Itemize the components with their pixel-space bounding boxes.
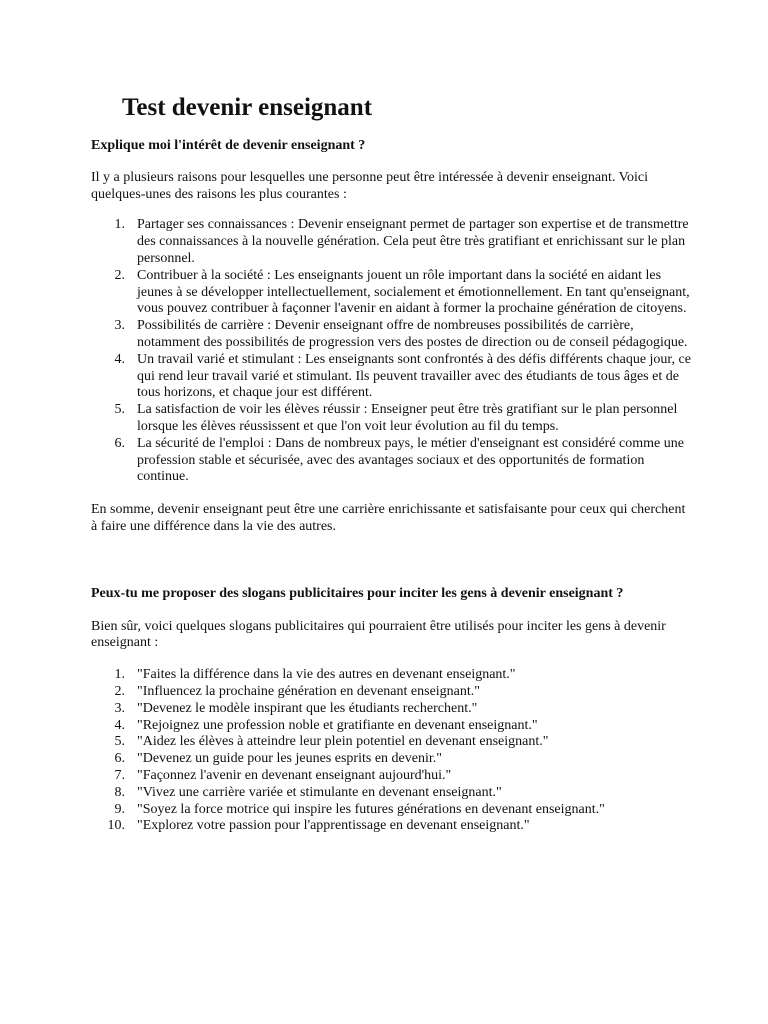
list-item-text: La sécurité de l'emploi : Dans de nombreux pays, le métier d'enseignant est considéré comme une profession stable et sécurisée, avec des avantages sociaux et des opportunités de formation continue. bbox=[137, 435, 684, 485]
list-number: 6. bbox=[114, 751, 125, 767]
list-number: 7. bbox=[114, 767, 125, 783]
list-item bbox=[91, 352, 691, 402]
answer-1-intro: Il y a plusieurs raisons pour lesquelles une personne peut être intéressée à devenir enseignant. Voici quelques-unes des raisons les plus courantes : bbox=[91, 169, 648, 202]
list-number: 2. bbox=[114, 267, 125, 283]
list-item-text: "Devenez le modèle inspirant que les étudiants recherchent." bbox=[137, 700, 478, 716]
list-item bbox=[91, 217, 691, 267]
list-item-text: Un travail varié et stimulant : Les enseignants sont confrontés à des défis différents chaque jour, ce qui rend leur travail varié et stimulant. Ils peuvent travailler avec des étudiants de tous âges et de tous horizons, et chaque jour est différent. bbox=[137, 351, 691, 401]
list-number: 3. bbox=[114, 700, 125, 716]
list-item bbox=[91, 436, 691, 486]
list-item bbox=[91, 268, 691, 318]
list-item-text: "Explorez votre passion pour l'apprentissage en devenant enseignant." bbox=[137, 818, 530, 834]
list-item-text: "Soyez la force motrice qui inspire les futures générations en devenant enseignant." bbox=[137, 801, 605, 817]
list-item bbox=[91, 701, 691, 718]
list-item bbox=[91, 318, 691, 352]
list-item bbox=[91, 785, 691, 802]
list-number: 4. bbox=[114, 717, 125, 733]
list-item-text: "Faites la différence dans la vie des autres en devenant enseignant." bbox=[137, 667, 516, 683]
list-number: 5. bbox=[114, 402, 125, 418]
answer-1-conclusion: En somme, devenir enseignant peut être une carrière enrichissante et satisfaisante pour ceux qui cherchent à faire une différence dans la vie des autres. bbox=[91, 502, 686, 534]
list-item-text: Partager ses connaissances : Devenir enseignant permet de partager son expertise et de transmettre des connaissances à la nouvelle génération. Cela peut être très gratifiant et enrichissant sur le plan personnel. bbox=[137, 217, 689, 266]
list-item bbox=[91, 751, 691, 768]
list-item-text: "Vivez une carrière variée et stimulante en devenant enseignant." bbox=[137, 784, 502, 800]
list-item-text: "Aidez les élèves à atteindre leur plein potentiel en devenant enseignant." bbox=[137, 734, 549, 750]
list-item bbox=[91, 684, 691, 701]
list-item bbox=[91, 802, 691, 819]
list-item-text: Possibilités de carrière : Devenir enseignant offre de nombreuses possibilités de carrière, notamment des possibilités de progression vers des postes de direction ou de conseil pédagogique. bbox=[137, 318, 688, 350]
list-number: 2. bbox=[114, 683, 125, 699]
list-number: 5. bbox=[114, 734, 125, 750]
list-item-text: "Devenez un guide pour les jeunes esprits en devenir." bbox=[137, 751, 442, 767]
list-item bbox=[91, 718, 691, 735]
list-number: 10. bbox=[107, 818, 125, 834]
list-number: 3. bbox=[114, 318, 125, 334]
list-item bbox=[91, 402, 691, 436]
document-page bbox=[91, 93, 691, 835]
list-item bbox=[91, 818, 691, 835]
list-item-text: "Influencez la prochaine génération en devenant enseignant." bbox=[137, 683, 480, 699]
reasons-list bbox=[91, 217, 691, 486]
list-item-text: Contribuer à la société : Les enseignants jouent un rôle important dans la société en aidant les jeunes à se développer intellectuellement, socialement et émotionnellement. En tant qu'enseignant, vous pouvez contribuer à façonner l'avenir en aidant à former la prochaine génération de citoyens. bbox=[137, 267, 690, 317]
answer-2-intro: Bien sûr, voici quelques slogans publicitaires qui pourraient être utilisés pour inciter les gens à devenir enseignant : bbox=[91, 618, 666, 651]
list-number: 1. bbox=[114, 217, 125, 233]
document-title: Test devenir enseignant bbox=[122, 94, 373, 121]
list-item bbox=[91, 734, 691, 751]
list-item bbox=[91, 768, 691, 785]
question-1: Explique moi l'intérêt de devenir enseignant ? bbox=[91, 138, 366, 153]
list-number: 9. bbox=[114, 801, 125, 817]
list-number: 6. bbox=[114, 435, 125, 451]
list-number: 4. bbox=[114, 351, 125, 367]
list-item bbox=[91, 667, 691, 684]
list-number: 8. bbox=[114, 784, 125, 800]
list-item-text: "Rejoignez une profession noble et gratifiante en devenant enseignant." bbox=[137, 717, 538, 733]
slogans-list bbox=[91, 667, 691, 835]
list-item-text: La satisfaction de voir les élèves réussir : Enseigner peut être très gratifiant sur le plan personnel lorsque les élèves réussissent et que l'on voit leur évolution au fil du temps. bbox=[137, 402, 678, 434]
list-number: 1. bbox=[114, 667, 125, 683]
list-item-text: "Façonnez l'avenir en devenant enseignant aujourd'hui." bbox=[137, 767, 452, 783]
question-2: Peux-tu me proposer des slogans publicitaires pour inciter les gens à devenir enseignant ? bbox=[91, 585, 624, 601]
